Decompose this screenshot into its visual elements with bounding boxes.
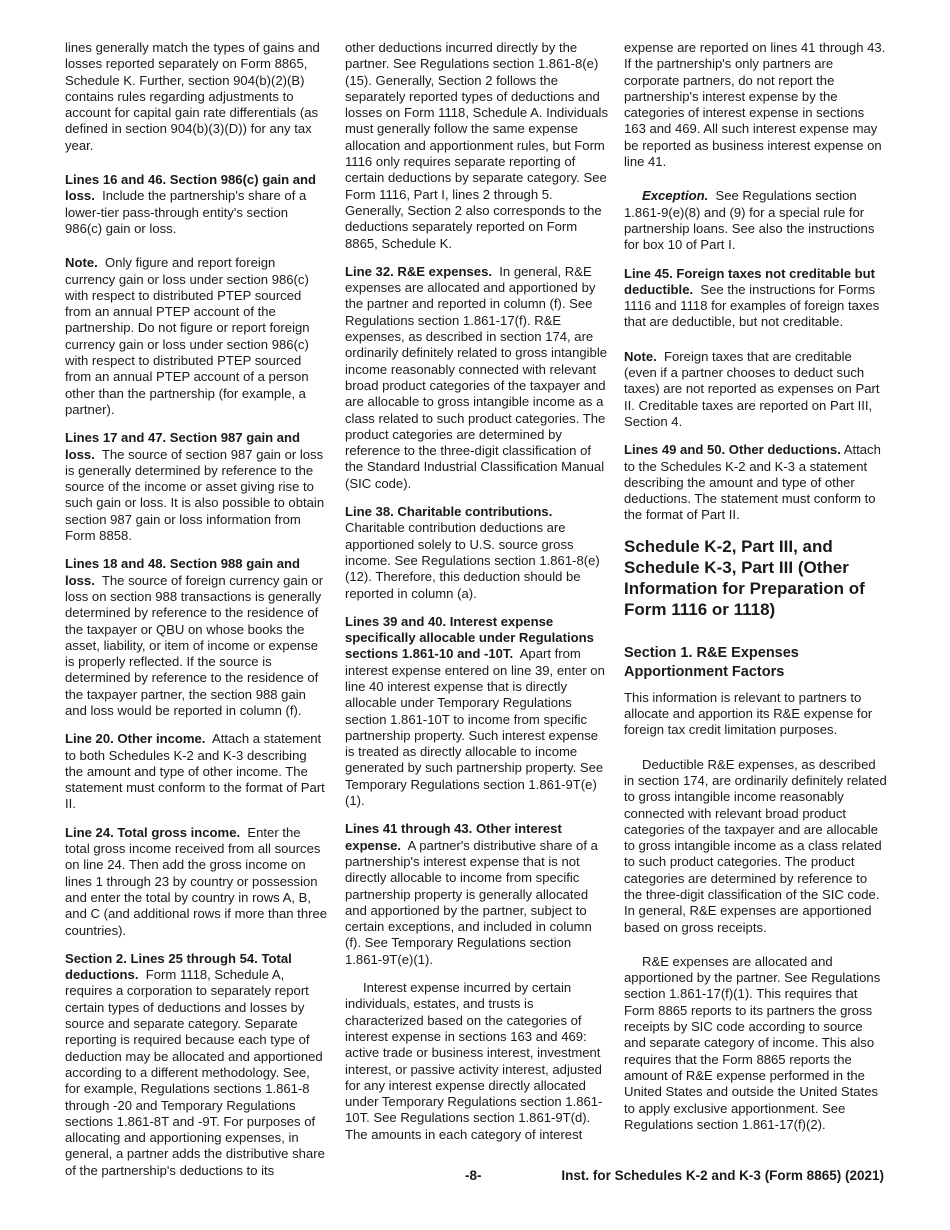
heading-lines-16-46: Lines 16 and 46. Section 986(c) gain and loss. <box>65 172 317 204</box>
paragraph-line-45 <box>624 266 887 331</box>
heading-exception: Exception. <box>642 188 709 204</box>
body-lines-49-50: Attach to the Schedules K-2 and K-3 a statement describing the amount and type of other deductions. The statement must conform to the format of Part II. <box>624 442 881 523</box>
subheading-section-1: Section 1. R&E Expenses Apportionment Factors <box>624 644 799 680</box>
column-left <box>65 40 328 1191</box>
body-line-45: See the instructions for Forms 1116 and 1118 for examples of foreign taxes that are deductible, but not creditable. <box>624 281 880 330</box>
paragraph-note-986c <box>65 255 328 418</box>
paragraph-gain-loss-types: lines generally match the types of gains and losses reported separately on Form 8865, Schedule K. Further, section 904(b)(2)(B) contains rules regarding adjustments to account for capital gain rate differentials (as defined in section 904(b)(3)(D)) for any tax year. <box>65 40 320 153</box>
column-right <box>624 40 887 1145</box>
paragraph-deductible-re: Deductible R&E expenses, as described in section 174, are ordinarily definitely related to gross intangible income reasonably connected with relevant broad product categories of the taxpayer and are allocable to gross intangible income as a class related to such product categories. The product categories are determined by reference to the three-digit classification of the SIC code. In general, R&E expenses are apportioned based on gross receipts. <box>624 756 887 935</box>
body-lines-18-48: The source of foreign currency gain or loss on section 988 transactions is generally determined by reference to the residence of the taxpayer or QBU on whose books the asset, liability, or item of income or expense is properly reflected. If the source is determined by reference to the residence of the taxpayer partner, the section 988 gain and loss would be reported in column (f). <box>65 572 324 718</box>
paragraph-line-38 <box>345 504 608 602</box>
paragraph-lines-17-47 <box>65 430 328 544</box>
heading-note: Note. <box>65 255 98 271</box>
heading-line-20: Line 20. Other income. <box>65 731 206 747</box>
paragraph-line-32 <box>345 264 608 492</box>
paragraph-lines-18-48 <box>65 556 328 719</box>
body-lines-16-46: Include the partnership's share of a lower-tier pass-through entity's section 986(c) gain or loss. <box>65 188 307 236</box>
heading-line-24: Line 24. Total gross income. <box>65 824 241 840</box>
paragraph-note-foreign-taxes <box>624 349 887 430</box>
section-heading-part-iii: Schedule K-2, Part III, and Schedule K-3, Part III (Other Information for Preparation of Form 1116 or 1118) <box>624 536 865 619</box>
body-line-32: In general, R&E expenses are allocated and apportioned by the partner and reported in column (f). See Regulations section 1.861-17(f). R&E expenses, as described in section 174, are ordinarily definitely related to gross intangible income reasonably connected with relevant broad product categories of the taxpayer and are allocable to gross intangible income as a class related to such product categories. The product categories are determined by reference to the three-digit classification of the Standard Industrial Classification Manual (SIC code). <box>345 263 608 491</box>
paragraph-other-deductions-partner: other deductions incurred directly by the partner. See Regulations section 1.861-8(e)(15). Generally, Section 2 follows the separately reported types of deductions and losses on Form 1118, Schedule A. Individuals must generally follow the same expense allocation and apportionment rules, but Form 1116 only requires separate reporting of certain deductions by separate category. See Form 1116, Part I, lines 2 through 5. Generally, Section 2 also corresponds to the deductions separately reported on Form 8865, Schedule K. <box>345 40 608 251</box>
page-number: -8- <box>465 1168 482 1183</box>
paragraph-exception <box>624 188 887 253</box>
body-note-foreign-taxes: Foreign taxes that are creditable (even if a partner chooses to deduct such taxes) are not reported as expenses on Part II. Creditable taxes are reported on Part III, Section 4. <box>624 348 880 429</box>
heading-note-foreign-taxes: Note. <box>624 348 657 364</box>
heading-lines-41-43: Lines 41 through 43. Other interest expense. <box>345 821 562 853</box>
body-exception: See Regulations section 1.861-9(e)(8) and (9) for a special rule for partnership loans. See also the instructions for box 10 of Part I. <box>624 188 875 253</box>
footer-title: Inst. for Schedules K-2 and K-3 (Form 8865) (2021) <box>561 1168 884 1183</box>
paragraph-lines-16-46 <box>65 172 328 237</box>
heading-line-32: Line 32. R&E expenses. <box>345 263 493 279</box>
body-line-24: Enter the total gross income received from all sources on line 24. Then add the gross income on lines 1 through 23 by country or possession and enter the total by country in rows A, B, and C (and additional rows if more than three countries). <box>65 824 328 938</box>
body-section-2: Form 1118, Schedule A, requires a corporation to separately report certain types of deductions and losses by source and separate category. Separate reporting is required because each type of deduction may be allocated and apportioned according to a different methodology. See, for example, Regulations sections 1.861-8 through -20 and Temporary Regulations sections 1.861-8T and -9T. For purposes of allocating and apportioning expenses, in general, a partner adds the distributive share of the partnership's deductions to its <box>65 967 325 1178</box>
paragraph-interest-lines-41-43: expense are reported on lines 41 through 43. If the partnership's only partners are corporate partners, do not report the partnership's interest expense by the categories of interest expense in sections 163 and 469. All such interest expense may be reported as business interest expense on line 41. <box>624 40 886 170</box>
paragraph-line-24 <box>65 825 328 939</box>
paragraph-section-2 <box>65 951 328 1179</box>
paragraph-lines-49-50 <box>624 442 887 523</box>
body-line-20: Attach a statement to both Schedules K-2 and K-3 describing the amount and type of other income. The statement must conform to the format of Part II. <box>65 731 325 812</box>
paragraph-lines-39-40 <box>345 614 608 810</box>
heading-lines-18-48: Lines 18 and 48. Section 988 gain and loss. <box>65 556 301 588</box>
paragraph-re-relevance: This information is relevant to partners to allocate and apportion its R&E expense for foreign tax credit limitation purposes. <box>624 689 873 738</box>
column-middle <box>345 40 608 1155</box>
heading-section-2: Section 2. Lines 25 through 54. Total deductions. <box>65 950 292 983</box>
heading-line-38: Line 38. Charitable contributions. <box>345 504 553 520</box>
body-line-38: Charitable contribution deductions are apportioned solely to U.S. source gross income. See Regulations section 1.861-8(e)(12). Therefore, this deduction should be reported in column (a). <box>345 520 600 601</box>
paragraph-line-20 <box>65 731 328 812</box>
paragraph-re-allocated: R&E expenses are allocated and apportioned by the partner. See Regulations section 1.861-17(f)(1). This requires that Form 8865 reports to its partners the gross receipts by SIC code according to source and separate category of income. This also requires that the Form 8865 reports the amount of R&E expense performed in the United States and outside the United States to apply exclusive apportionment. See Regulations section 1.861-17(f)(2). <box>624 953 881 1132</box>
heading-lines-49-50: Lines 49 and 50. Other deductions. <box>624 442 841 458</box>
body-lines-41-43: A partner's distributive share of a partnership's interest expense that is not directly allocable to income from specific partnership property is generally allocated and apportioned by the partner, subject to certain exceptions, and included in column (f). See Temporary Regulations section 1.861-9T(e)(1). <box>345 837 598 967</box>
paragraph-lines-41-43 <box>345 821 608 968</box>
body-note-986c: Only figure and report foreign currency gain or loss under section 986(c) with respect to distributed PTEP sourced from an annual PTEP account of the partnership. Do not figure or report foreign currency gain or loss under section 986(c) with respect to distributed PTEP sourced from an annual PTEP account of a person other than the partnership (for example, a partner). <box>65 255 310 417</box>
heading-lines-39-40: Lines 39 and 40. Interest expense specifically allocable under Regulations sections 1.861-10 and -10T. <box>345 613 594 662</box>
heading-lines-17-47: Lines 17 and 47. Section 987 gain and loss. <box>65 430 301 462</box>
heading-line-45: Line 45. Foreign taxes not creditable but deductible. <box>624 265 876 297</box>
body-lines-39-40: Apart from interest expense entered on line 39, enter on line 40 interest expense that is directly allocable under Temporary Regulations section 1.861-10T to income from specific partnership property. Such interest expense is treated as directly allocable to income generated by such partnership property. See Temporary Regulations section 1.861-9T(e)(1). <box>345 646 605 809</box>
paragraph-interest-categories: Interest expense incurred by certain individuals, estates, and trusts is characterized based on the categories of interest expense in sections 163 and 469: active trade or business interest, investment interest, or passive activity interest, adjusted for any interest expense directly allocated under Temporary Regulations section 1.861-10T. See Regulations section 1.861-9T(d). The amounts in each category of interest <box>345 980 603 1142</box>
body-lines-17-47: The source of section 987 gain or loss is generally determined by reference to the source of the income or asset giving rise to such gain or loss. It is also possible to obtain section 987 gain or loss information from Form 8858. <box>65 446 325 544</box>
